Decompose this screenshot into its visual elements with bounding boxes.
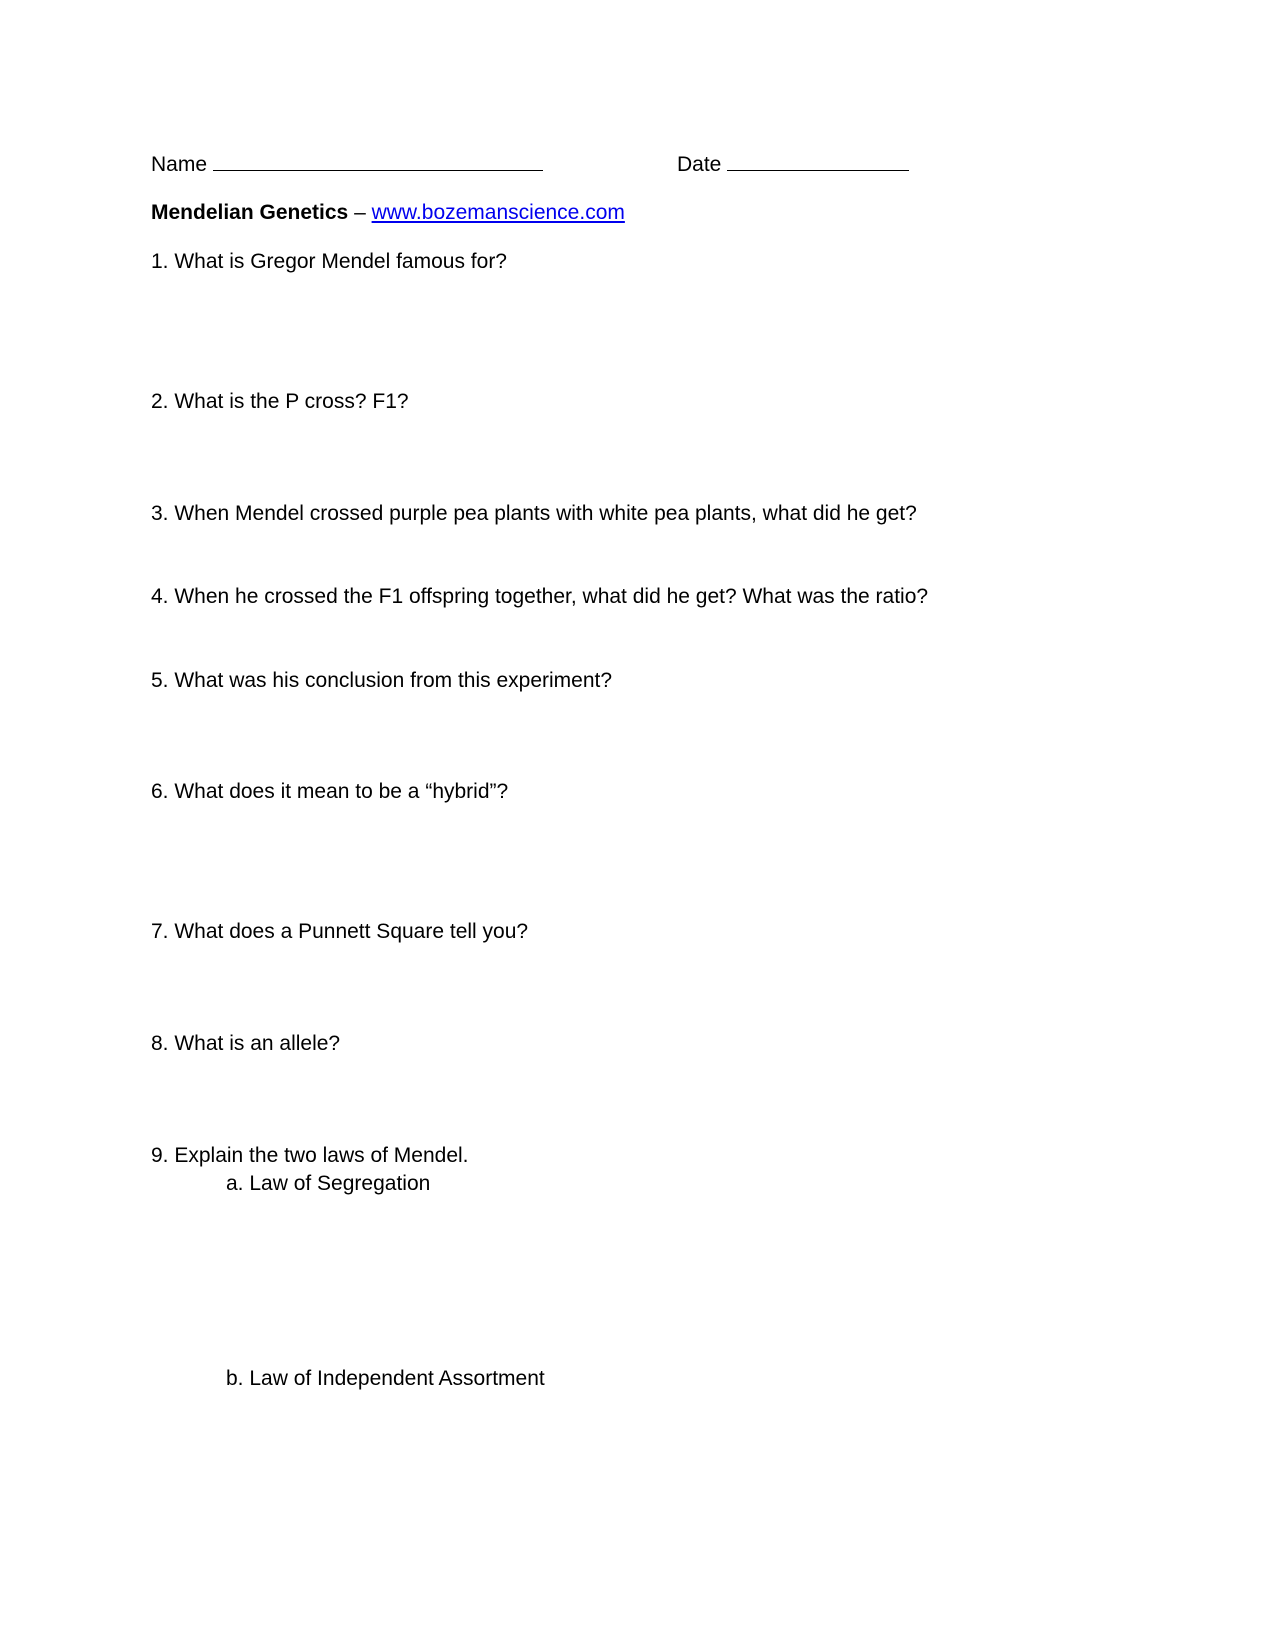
question-6: 6. What does it mean to be a “hybrid”?: [151, 780, 509, 803]
name-field-row: [151, 150, 543, 179]
question-2: 2. What is the P cross? F1?: [151, 390, 409, 413]
name-blank-line: [213, 150, 543, 171]
question-4: 4. When he crossed the F1 offspring together, what did he get? What was the ratio?: [151, 585, 929, 608]
subpart-a: a. Law of Segregation: [226, 1172, 431, 1195]
question-7: 7. What does a Punnett Square tell you?: [151, 920, 529, 943]
title-separator: –: [348, 201, 372, 224]
date-label: Date: [677, 153, 722, 176]
question-8: 8. What is an allele?: [151, 1032, 341, 1055]
name-label: Name: [151, 153, 208, 176]
date-blank-line: [727, 150, 909, 171]
question-9: 9. Explain the two laws of Mendel.: [151, 1144, 469, 1167]
date-field-row: [677, 150, 909, 179]
question-5: 5. What was his conclusion from this experiment?: [151, 669, 613, 692]
question-3: 3. When Mendel crossed purple pea plants with white pea plants, what did he get?: [151, 502, 917, 525]
question-1: 1. What is Gregor Mendel famous for?: [151, 250, 507, 273]
title-text: Mendelian Genetics: [151, 201, 349, 224]
worksheet-title: [151, 199, 625, 227]
subpart-b: b. Law of Independent Assortment: [226, 1367, 545, 1390]
bozemanscience-link[interactable]: www.bozemanscience.com: [371, 201, 625, 224]
